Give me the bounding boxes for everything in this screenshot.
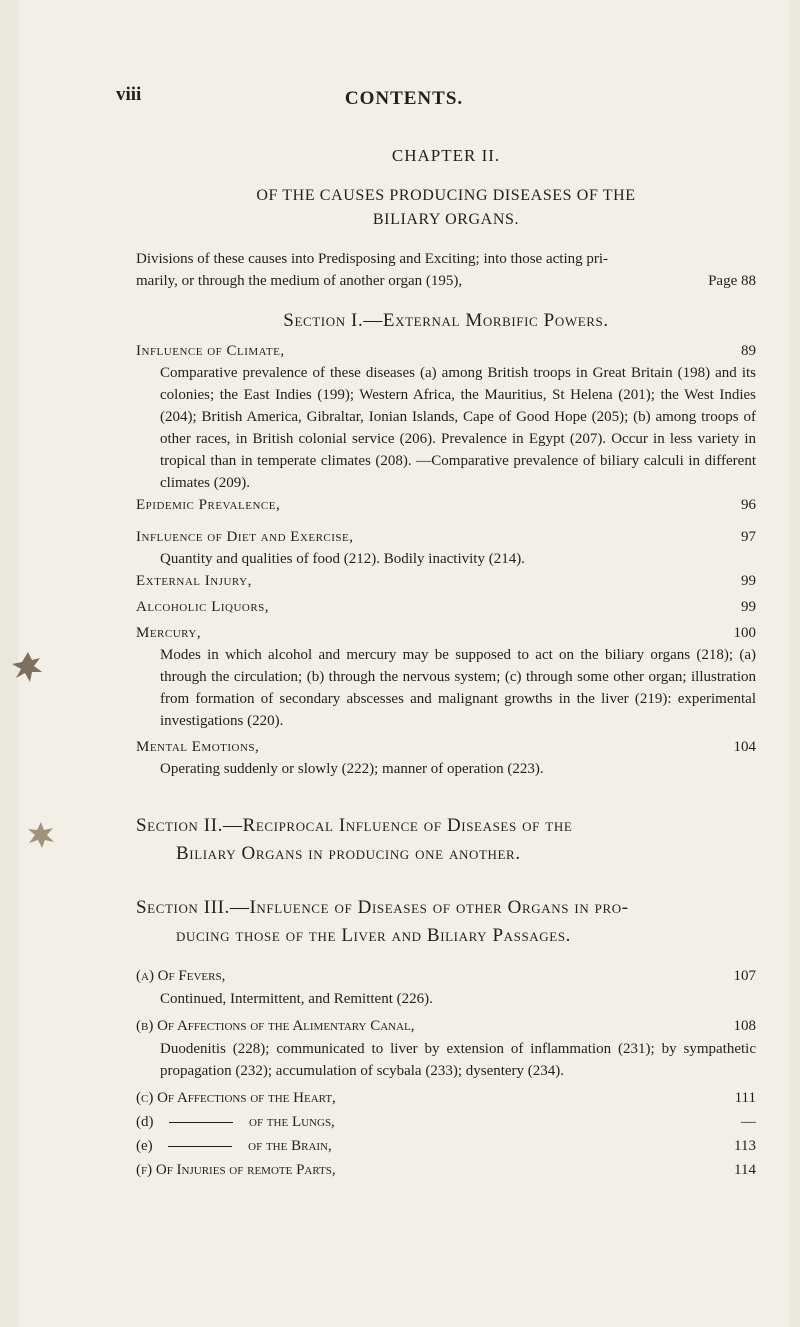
toc-entry <box>136 622 756 644</box>
chapter-title: CHAPTER II. <box>391 146 501 165</box>
subitem-description: Duodenitis (228); communicated to liver by extension of inflammation (231); by sympathetic propagation (232); accumulation of scybala (233); dysentery (234). <box>160 1041 756 1079</box>
page-header <box>18 84 790 114</box>
subitem-label: (f) Of Injuries of remote Parts, <box>136 1162 336 1178</box>
section-1-entries <box>136 340 756 780</box>
ink-blot-mark <box>10 650 44 686</box>
entry-page: 104 <box>733 739 756 755</box>
entry-description: Quantity and qualities of food (212). Bodily inactivity (214). <box>160 551 525 567</box>
section-2-title <box>136 812 756 868</box>
section-3-title <box>136 894 756 950</box>
entry-heading: External Injury, <box>136 573 252 589</box>
toc-subitem <box>136 1110 756 1134</box>
toc-entry <box>136 340 756 362</box>
subitem-page: 108 <box>733 1018 756 1034</box>
subitem-text: of the Brain, <box>248 1138 332 1154</box>
toc-subitem <box>136 1014 756 1038</box>
subitem-label: (d) <box>136 1114 154 1130</box>
entry-page: 96 <box>741 497 756 513</box>
entry-heading: Epidemic Prevalence, <box>136 497 281 513</box>
section-3-title-line-1: Section III.—Influence of Diseases of other Organs in pro- <box>136 897 629 918</box>
section-1-title: Section I.—External Morbific Powers. <box>283 310 609 331</box>
toc-subitem <box>136 1158 756 1182</box>
entry-page: 100 <box>733 625 756 641</box>
entry-page: 89 <box>741 343 756 359</box>
subitem-page: 111 <box>734 1090 756 1106</box>
entry-heading: Mental Emotions, <box>136 739 260 755</box>
ink-blot-mark <box>26 820 56 850</box>
subitem-page: 107 <box>733 968 756 984</box>
entry-page: 99 <box>741 599 756 615</box>
section-3-title-line-2: ducing those of the Liver and Biliary Passages. <box>176 925 571 946</box>
toc-subitem <box>136 1134 756 1158</box>
section-3-items <box>136 964 756 1182</box>
subitem-label: (c) Of Affections of the Heart, <box>136 1090 336 1106</box>
entry-heading: Mercury, <box>136 625 202 641</box>
entry-heading: Influence of Climate, <box>136 343 285 359</box>
toc-entry <box>136 526 756 548</box>
book-page <box>18 0 790 1327</box>
entry-description: Operating suddenly or slowly (222); manner of operation (223). <box>160 761 544 777</box>
section-2-title-line-2: Biliary Organs in producing one another. <box>176 843 521 864</box>
subitem-page: 113 <box>734 1138 756 1154</box>
toc-entry <box>136 596 756 618</box>
toc-subitem <box>136 1086 756 1110</box>
chapter-subtitle-line-1: OF THE CAUSES PRODUCING DISEASES OF THE <box>256 187 636 204</box>
intro-page-label: Page 88 <box>708 273 756 289</box>
subitem-label: (a) Of Fevers, <box>136 968 226 984</box>
intro-paragraph <box>136 248 756 292</box>
chapter-subtitle <box>136 184 756 232</box>
subitem-label: (e) <box>136 1138 153 1154</box>
entry-description: Modes in which alcohol and mercury may be supposed to act on the biliary organs (218); (a) through the circulation; (b) through the nervous system; (c) through some other organ; illustration from formation of secondary abscesses and malignant growths in the liver (219): experimental investigations (220). <box>160 647 756 729</box>
intro-line-2: marily, or through the medium of another organ (195), <box>136 273 463 289</box>
running-title: CONTENTS. <box>344 88 464 109</box>
entry-heading: Alcoholic Liquors, <box>136 599 270 615</box>
subitem-page: — <box>741 1114 756 1130</box>
entry-page: 99 <box>741 573 756 589</box>
subitem-description: Continued, Intermittent, and Remittent (226). <box>160 991 433 1007</box>
entry-heading: Influence of Diet and Exercise, <box>136 529 354 545</box>
subitem-page: 114 <box>734 1162 756 1178</box>
page-number: viii <box>116 84 142 105</box>
ditto-rule <box>168 1146 232 1147</box>
toc-entry <box>136 570 756 592</box>
entry-description: Comparative prevalence of these diseases (a) among British troops in Great Britain (198) and its colonies; the East Indies (199); Western Africa, the Mauritius, St Helena (201); the West Indies (204); British America, Gibraltar, Ionian Islands, Cape of Good Hope (205); (b) among troops of other races, in British colonial service (206). Prevalence in Egypt (207). Occur in less variety in tropical than in temperate climates (208). —Comparative prevalence of biliary calculi in different climates (209). <box>160 365 756 491</box>
entry-page: 97 <box>741 529 756 545</box>
section-2-title-line-1: Section II.—Reciprocal Influence of Diseases of the <box>136 815 573 836</box>
toc-entry <box>136 494 756 516</box>
intro-line-1: Divisions of these causes into Predisposing and Exciting; into those acting pri- <box>136 251 609 267</box>
toc-subitem <box>136 964 756 988</box>
subitem-text: of the Lungs, <box>249 1114 335 1130</box>
subitem-label: (b) Of Affections of the Alimentary Canal, <box>136 1018 415 1034</box>
toc-entry <box>136 736 756 758</box>
contents-body <box>136 146 756 1182</box>
ditto-rule <box>169 1122 233 1123</box>
chapter-subtitle-line-2: BILIARY ORGANS. <box>372 211 520 228</box>
